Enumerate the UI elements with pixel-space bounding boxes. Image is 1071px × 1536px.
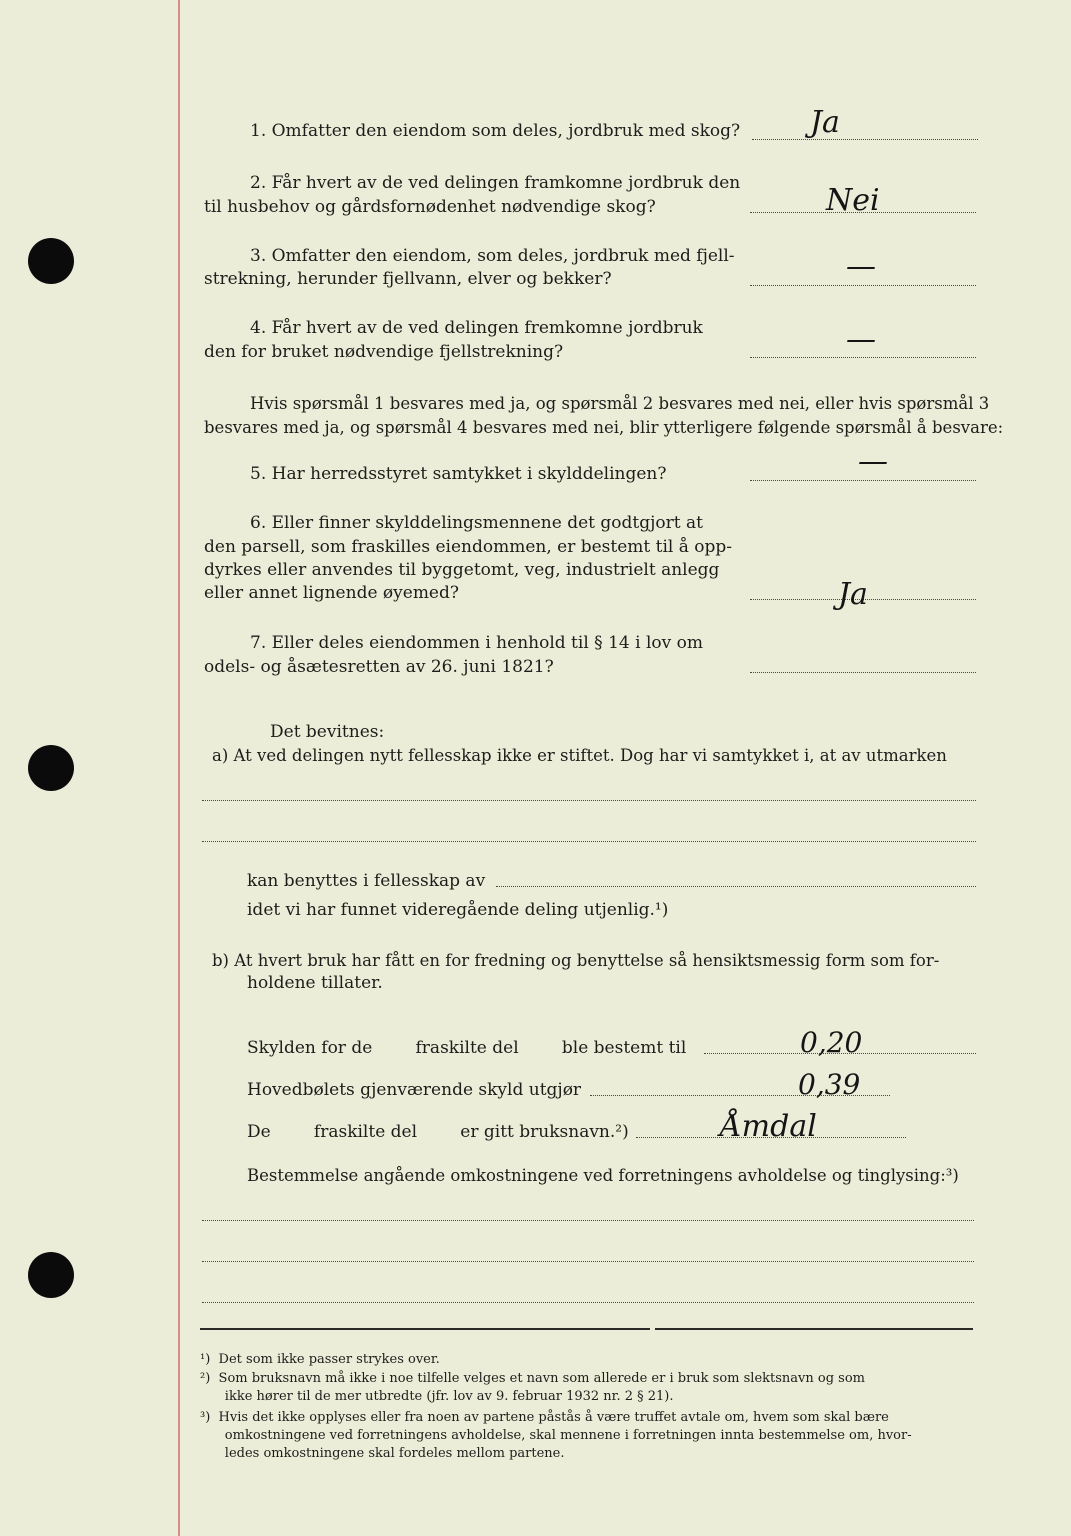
answer-line-3 [750, 285, 976, 286]
footnote-rule-left [200, 1328, 650, 1330]
kost-label: Bestemmelse angående omkostningene ved forretningens avholdelse og tinglysing:³) [247, 1166, 959, 1185]
instruction-line-2: besvares med ja, og spørsmål 4 besvares med nei, blir ytterligere følgende spørsmål å besvare: [204, 418, 1004, 437]
question-2-line-1: 2. Får hvert av de ved delingen framkomne jordbruk den [250, 173, 741, 193]
footnote-1: ¹) Det som ikke passer strykes over. [200, 1352, 440, 1367]
attest-b-line-2: holdene tillater. [247, 973, 383, 993]
attest-b-line-1: b) At hvert bruk har fått en for fredning og benyttelse så hensiktsmessig form som for- [212, 951, 940, 970]
question-4-line-1: 4. Får hvert av de ved delingen fremkomne jordbruk [250, 318, 703, 338]
question-3-line-1: 3. Omfatter den eiendom, som deles, jordbruk med fjell- [250, 246, 735, 266]
margin-line [178, 0, 180, 1536]
question-6-line-4: eller annet lignende øyemed? [204, 583, 459, 603]
answer-line-1 [752, 139, 978, 140]
footnote-3-line-3: ledes omkostningene skal fordeles mellom partene. [200, 1446, 565, 1461]
question-7-line-1: 7. Eller deles eiendommen i henhold til § 14 i lov om [250, 633, 703, 653]
answer-4: — [846, 322, 876, 357]
hoved-value: 0,39 [798, 1068, 861, 1101]
navn-label: De fraskilte del er gitt bruksnavn.²) [247, 1122, 629, 1142]
instruction-line-1: Hvis spørsmål 1 besvares med ja, og spørsmål 2 besvares med nei, eller hvis spørsmål 3 [250, 394, 990, 413]
attest-heading: Det bevitnes: [270, 722, 385, 742]
answer-line-7 [750, 672, 976, 673]
punch-hole-middle [28, 745, 74, 791]
answer-1: Ja [810, 105, 840, 140]
question-7-line-2: odels- og åsætesretten av 26. juni 1821? [204, 657, 554, 677]
question-4-line-2: den for bruket nødvendige fjellstrekning? [204, 342, 564, 362]
answer-2: Nei [826, 183, 880, 218]
attest-a-shared: kan benyttes i fellesskap av [247, 871, 486, 891]
answer-line-5 [750, 480, 976, 481]
blank-line-a1 [202, 800, 976, 801]
question-3-line-2: strekning, herunder fjellvann, elver og bekker? [204, 269, 612, 289]
blank-line-a2 [202, 841, 976, 842]
question-6-line-2: den parsell, som fraskilles eiendommen, er bestemt til å opp- [204, 537, 733, 557]
navn-value: Åmdal [720, 1109, 817, 1144]
kost-line-1 [202, 1220, 974, 1221]
footnote-3-line-2: omkostningene ved forretningens avholdelse, skal mennene i forretningen innta bestemmelse om, hvor- [200, 1428, 912, 1443]
footnote-2-line-1: ²) Som bruksnavn må ikke i noe tilfelle velges et navn som allerede er i bruk som slektsnavn og som [200, 1371, 866, 1386]
kost-line-3 [202, 1302, 974, 1303]
answer-3: — [846, 249, 876, 284]
punch-hole-top [28, 238, 74, 284]
attest-a-end: idet vi har funnet videregående deling utjenlig.¹) [247, 900, 669, 920]
footnote-3-line-1: ³) Hvis det ikke opplyses eller fra noen av partene påstås å være truffet avtale om, hvem som skal bære [200, 1410, 889, 1425]
blank-line-shared [496, 886, 976, 887]
question-5-line-1: 5. Har herredsstyret samtykket i skylddelingen? [250, 464, 667, 484]
question-6-line-3: dyrkes eller anvendes til byggetomt, veg, industrielt anlegg [204, 560, 720, 580]
hoved-label: Hovedbølets gjenværende skyld utgjør [247, 1080, 582, 1100]
answer-6: Ja [838, 577, 868, 612]
footnote-2-line-2: ikke hører til de mer utbredte (jfr. lov av 9. februar 1932 nr. 2 § 21). [200, 1389, 674, 1404]
answer-5: — [858, 444, 888, 479]
punch-hole-bottom [28, 1252, 74, 1298]
footnote-rule-right [655, 1328, 973, 1330]
question-2-line-2: til husbehov og gårdsfornødenhet nødvendige skog? [204, 197, 656, 217]
question-1-line-1: 1. Omfatter den eiendom som deles, jordbruk med skog? [250, 121, 741, 141]
question-6-line-1: 6. Eller finner skylddelingsmennene det godtgjort at [250, 513, 703, 533]
skyld-label: Skylden for de fraskilte del ble bestemt til [247, 1038, 687, 1058]
kost-line-2 [202, 1261, 974, 1262]
answer-line-4 [750, 357, 976, 358]
skyld-value: 0,20 [800, 1026, 863, 1059]
attest-a: a) At ved delingen nytt fellesskap ikke er stiftet. Dog har vi samtykket i, at av utmarken [212, 746, 947, 765]
